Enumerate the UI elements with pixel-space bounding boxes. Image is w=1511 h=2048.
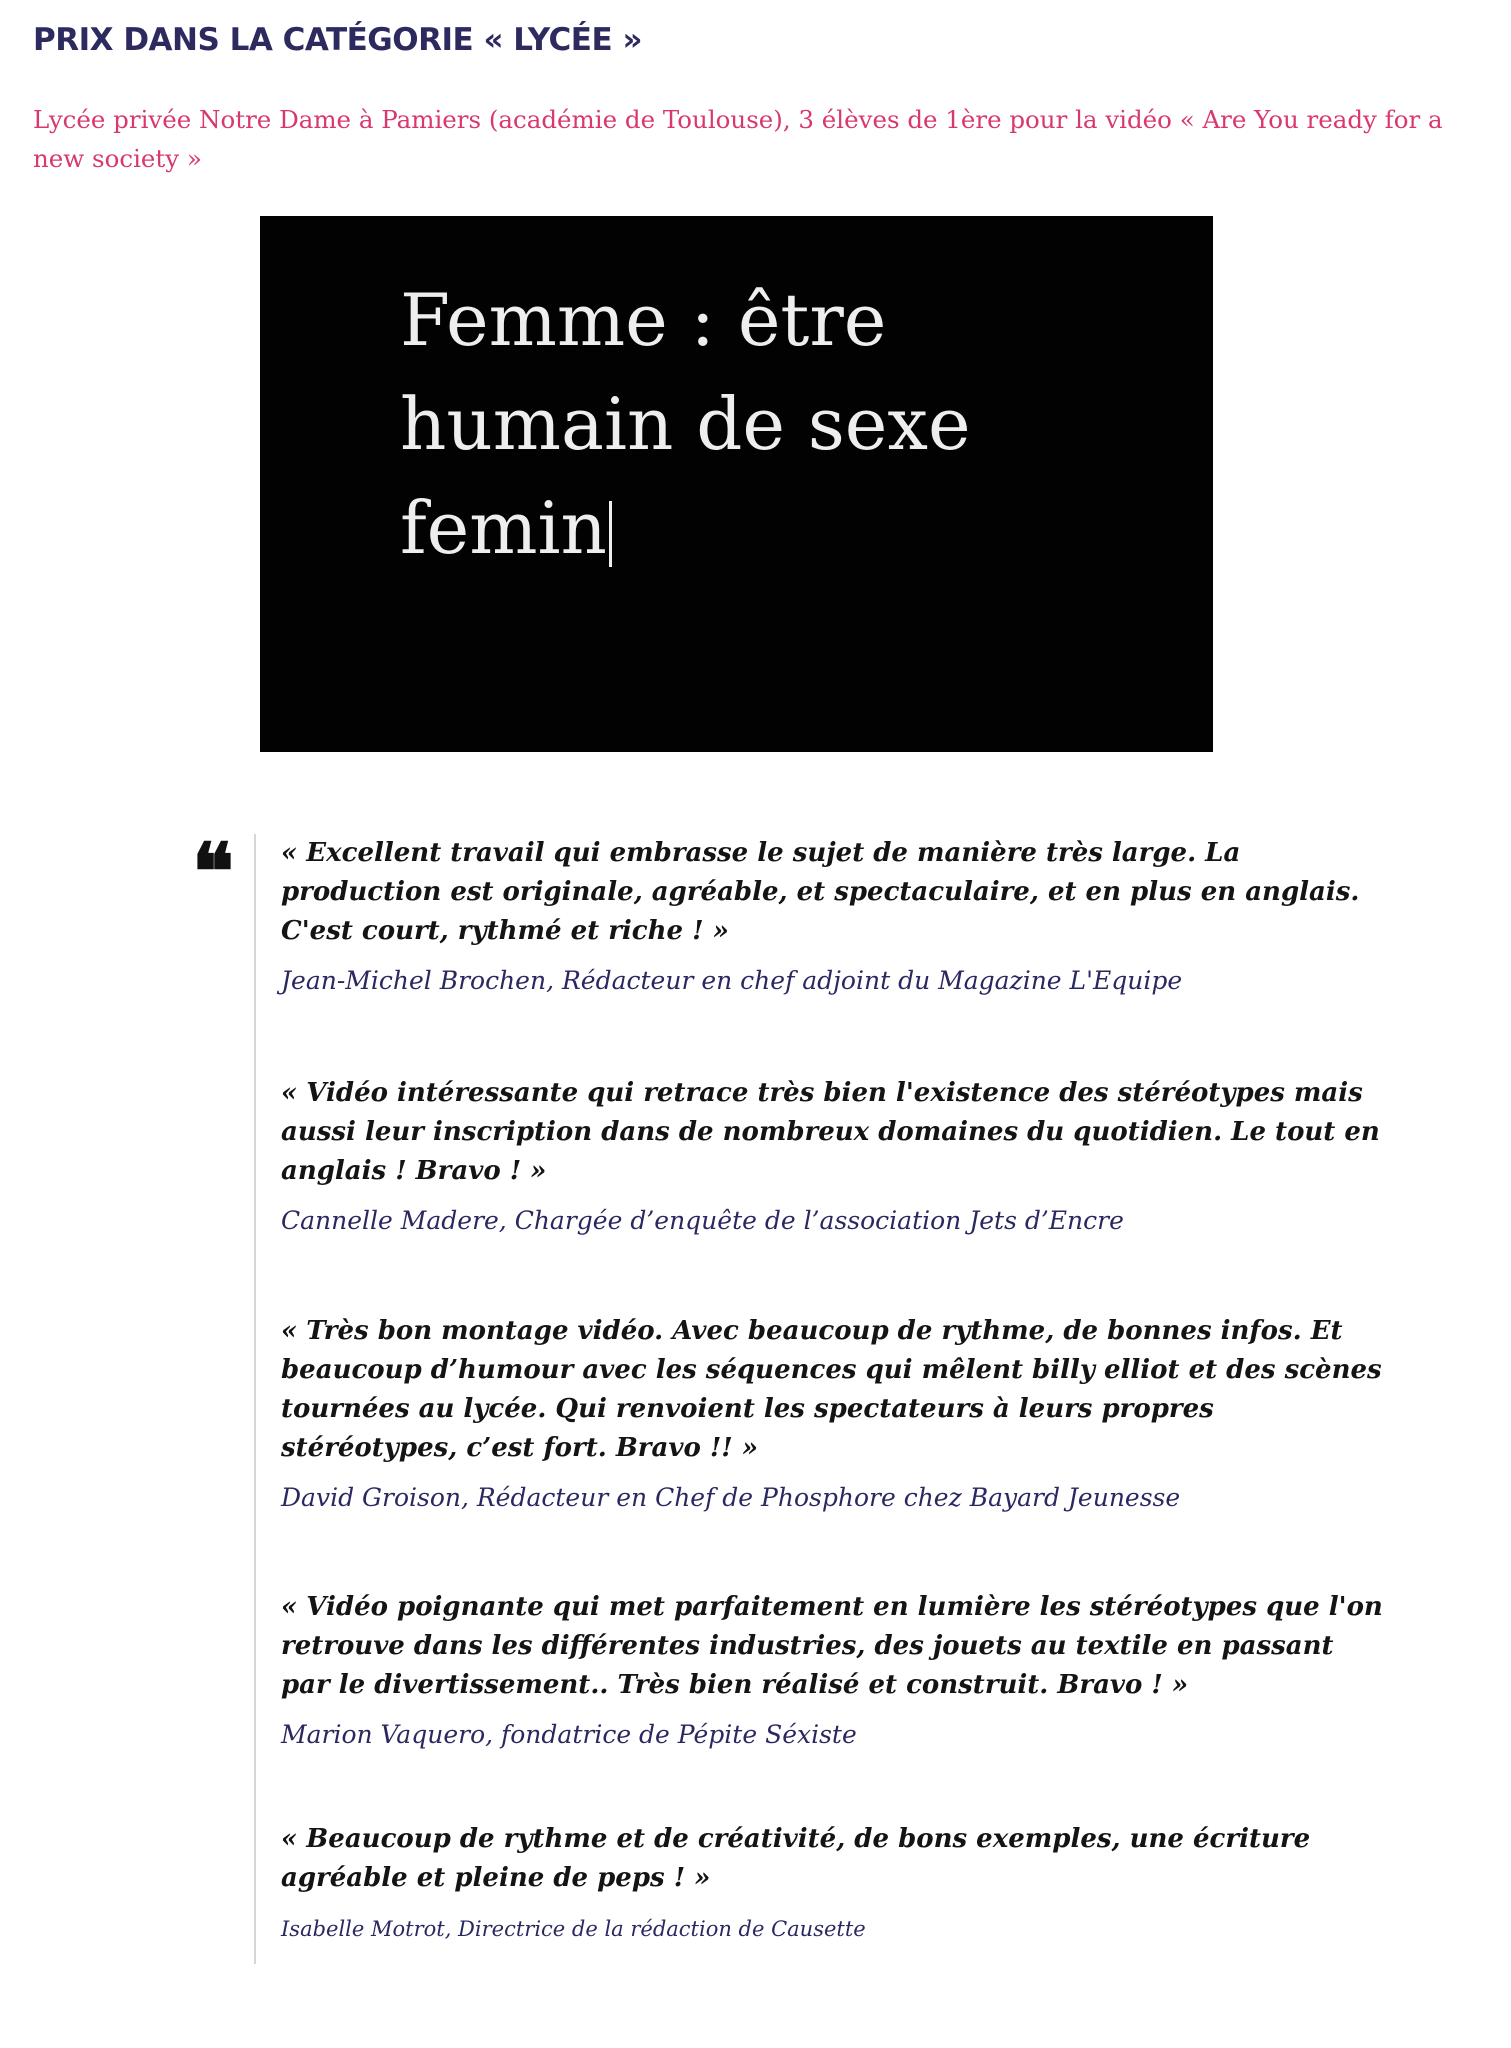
testimonial-item <box>281 1588 1391 1753</box>
testimonial-item <box>281 1074 1391 1239</box>
testimonial-item <box>281 834 1391 999</box>
testimonial-text: « Très bon montage vidéo. Avec beaucoup de rythme, de bonnes infos. Et beaucoup d’humour avec les séquences qui mêlent billy elliot et des scènes tournées au lycée. Qui renvoient les spectateurs à leurs propres stéréotypes, c’est fort. Bravo !! » <box>281 1316 1382 1463</box>
testimonial-author: David Groison, Rédacteur en Chef de Phosphore chez Bayard Jeunesse <box>281 1483 1181 1512</box>
testimonial-item <box>281 1820 1391 1944</box>
video-player[interactable] <box>260 216 1213 752</box>
testimonial-text: « Excellent travail qui embrasse le sujet de manière très large. La production est originale, agréable, et spectaculaire, et en plus en anglais. C'est court, rythmé et riche ! » <box>281 838 1360 946</box>
open-quote-icon: ❝ <box>192 827 234 918</box>
section-heading: PRIX DANS LA CATÉGORIE « LYCÉE » <box>33 22 642 58</box>
testimonial-item <box>281 1312 1391 1516</box>
blockquote-border <box>254 834 256 1964</box>
testimonial-text: « Beaucoup de rythme et de créativité, de bons exemples, une écriture agréable et pleine de peps ! » <box>281 1824 1311 1893</box>
testimonial-author: Marion Vaquero, fondatrice de Pépite Séxiste <box>281 1720 857 1749</box>
prize-subtitle-link[interactable]: Lycée privée Notre Dame à Pamiers (académie de Toulouse), 3 élèves de 1ère pour la vidéo « Are You ready for a new society » <box>33 105 1443 173</box>
testimonial-author: Isabelle Motrot, Directrice de la rédaction de Causette <box>281 1917 866 1941</box>
video-frame-caption <box>400 268 971 580</box>
testimonial-text: « Vidéo poignante qui met parfaitement en lumière les stéréotypes que l'on retrouve dans les différentes industries, des jouets au textile en passant par le divertissement.. Très bien réalisé et construit. Bravo ! » <box>281 1592 1383 1700</box>
testimonial-author: Cannelle Madere, Chargée d’enquête de l’association Jets d’Encre <box>281 1206 1124 1235</box>
testimonial-text: « Vidéo intéressante qui retrace très bien l'existence des stéréotypes mais aussi leur inscription dans de nombreux domaines du quotidien. Le tout en anglais ! Bravo ! » <box>281 1078 1380 1186</box>
testimonial-author: Jean-Michel Brochen, Rédacteur en chef adjoint du Magazine L'Equipe <box>281 966 1183 995</box>
video-caption-text: Femme : être humain de sexe femin <box>400 278 971 570</box>
text-cursor-icon <box>609 501 612 567</box>
testimonials-blockquote <box>192 827 1392 1964</box>
